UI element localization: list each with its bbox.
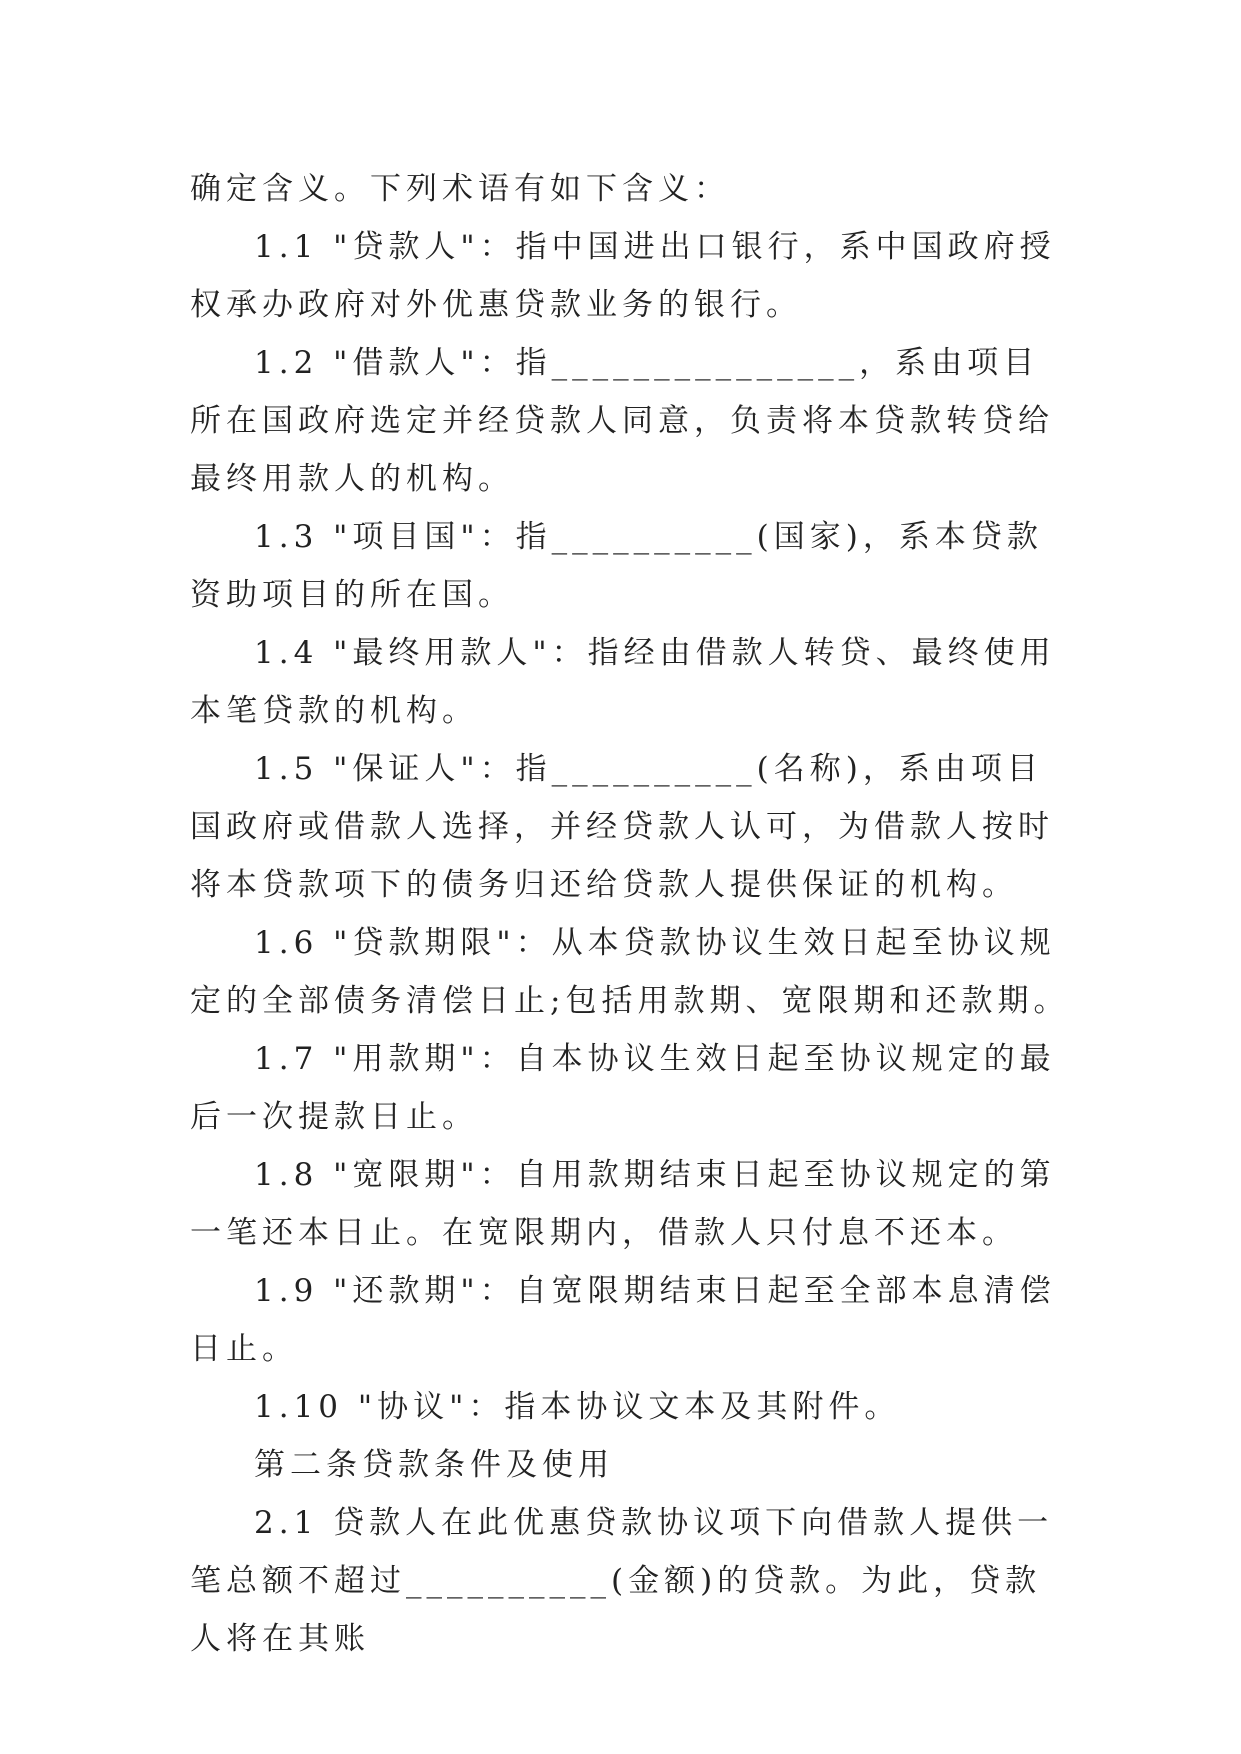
clause-1-5-guarantor: 1.5 "保证人"：指__________(名称)，系由项目国政府或借款人选择，并经贷款人认可，为借款人按时将本贷款项下的债务归还给贷款人提供保证的机构。 <box>190 751 1054 903</box>
clause-1-6-loan-term: 1.6 "贷款期限"：从本贷款协议生效日起至协议规定的全部债务清偿日止;包括用款期、宽限期和还款期。 <box>190 925 1070 1019</box>
clause-1-2-borrower: 1.2 "借款人"：指_______________，系由项目所在国政府选定并经贷款人同意，负责将本贷款转贷给最终用款人的机构。 <box>190 345 1054 497</box>
clause-1-1-lender: 1.1 "贷款人"：指中国进出口银行，系中国政府授权承办政府对外优惠贷款业务的银行。 <box>190 229 1056 323</box>
clause-2-1-loan-amount: 2.1 贷款人在此优惠贷款协议项下向借款人提供一笔总额不超过__________(金额)的贷款。为此，贷款人将在其账 <box>190 1505 1054 1657</box>
paragraph-continuation: 确定含义。下列术语有如下含义： <box>190 171 730 207</box>
clause-1-8-grace-period: 1.8 "宽限期"：自用款期结束日起至协议规定的第一笔还本日止。在宽限期内，借款人只付息不还本。 <box>190 1157 1056 1251</box>
clause-1-4-end-user: 1.4 "最终用款人"：指经由借款人转贷、最终使用本笔贷款的机构。 <box>190 635 1056 729</box>
clause-1-10-agreement: 1.10 "协议"：指本协议文本及其附件。 <box>254 1389 901 1425</box>
clause-1-3-project-country: 1.3 "项目国"：指__________(国家)，系本贷款资助项目的所在国。 <box>190 519 1043 613</box>
document-body <box>190 160 1070 1668</box>
clause-1-7-drawdown-period: 1.7 "用款期"：自本协议生效日起至协议规定的最后一次提款日止。 <box>190 1041 1056 1135</box>
clause-1-9-repayment-period: 1.9 "还款期"：自宽限期结束日起至全部本息清偿日止。 <box>190 1273 1056 1367</box>
section-heading-article-2: 第二条贷款条件及使用 <box>254 1447 614 1483</box>
